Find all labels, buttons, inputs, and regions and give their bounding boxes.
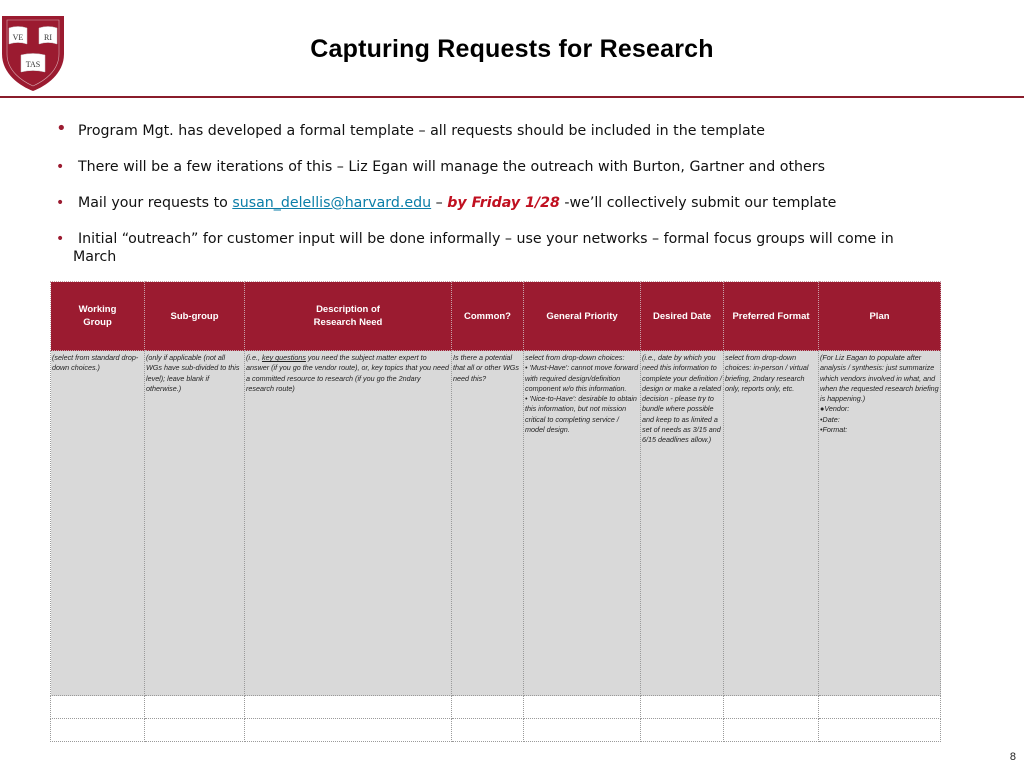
priority-intro: select from drop-down choices: bbox=[525, 353, 625, 362]
table-cell bbox=[51, 696, 145, 719]
request-template-table bbox=[50, 281, 941, 742]
cell-common: Is there a potential that all or other WGs need this? bbox=[452, 351, 524, 696]
bullet-text: There will be a few iterations of this – Liz Egan will manage the outreach with Burton, Gartner and others bbox=[78, 159, 825, 175]
description-key: key questions bbox=[261, 353, 306, 362]
table-cell bbox=[524, 719, 641, 742]
logo-text-ri: RI bbox=[44, 33, 52, 42]
bullet-item bbox=[56, 158, 936, 176]
table-cell bbox=[245, 719, 452, 742]
bullet-icon: • bbox=[56, 195, 65, 211]
cell-sub-group: (only if applicable (not all WGs have sub-divided to this level); leave blank if otherwise.) bbox=[145, 351, 245, 696]
header-plan: Plan bbox=[819, 282, 941, 351]
table-cell bbox=[524, 696, 641, 719]
table-cell bbox=[819, 696, 941, 719]
deadline-text: by Friday 1/28 bbox=[447, 195, 560, 211]
cell-working-group: (select from standard drop-down choices.) bbox=[51, 351, 145, 696]
table-cell bbox=[245, 696, 452, 719]
priority-nice-to-have: • 'Nice-to-Have': desirable to obtain this information, but not mission critical to completing service / model design. bbox=[525, 394, 637, 435]
table-cell bbox=[51, 719, 145, 742]
table-cell bbox=[724, 696, 819, 719]
plan-format: •Format: bbox=[820, 425, 848, 435]
bullet-suffix: -we’ll collectively submit our template bbox=[559, 195, 837, 211]
bullet-item bbox=[56, 230, 936, 266]
cell-description bbox=[245, 351, 452, 696]
header-common: Common? bbox=[452, 282, 524, 351]
header-working-group bbox=[51, 282, 145, 351]
slide-title: Capturing Requests for Research bbox=[310, 35, 714, 63]
cell-desired-date: (i.e., date by which you need this information to complete your definition / design or make a related decision - please try to bundle where possible and keep to as limited a set of needs as 3/15 and 6/15 deadlines allow.) bbox=[641, 351, 724, 696]
table-row bbox=[51, 719, 941, 742]
bullet-text: Initial “outreach” for customer input will be done informally – use your networks – formal focus groups will come in March bbox=[73, 231, 894, 265]
bullet-text: Program Mgt. has developed a formal template – all requests should be included in the template bbox=[78, 123, 765, 139]
cell-plan bbox=[819, 351, 941, 696]
table-cell bbox=[819, 719, 941, 742]
table-cell bbox=[452, 719, 524, 742]
bullet-text-mail bbox=[56, 194, 936, 212]
plan-vendor: ●Vendor: bbox=[820, 404, 850, 414]
bullet-icon: • bbox=[56, 231, 65, 247]
header-description bbox=[245, 282, 452, 351]
table-cell bbox=[145, 719, 245, 742]
table-header-row bbox=[51, 282, 941, 351]
header-sub-group: Sub-group bbox=[145, 282, 245, 351]
bullet-prefix: Mail your requests to bbox=[78, 195, 233, 211]
bullet-item bbox=[56, 118, 936, 140]
priority-must-have: • 'Must-Have': cannot move forward with required design/definition component w/o this information. bbox=[525, 363, 639, 393]
bullet-icon: • bbox=[56, 118, 67, 139]
description-post: you need the subject matter expert to answer (if you go the vendor route), or, key topics that you need a committed resource to research (if you go the 2ndary research route) bbox=[246, 353, 449, 393]
title-divider bbox=[0, 96, 1024, 98]
logo-text-tas: TAS bbox=[25, 60, 41, 69]
header-working-group-label: Working Group bbox=[78, 304, 117, 328]
bullet-item bbox=[56, 194, 936, 212]
plan-intro: (For Liz Eagan to populate after analysis / synthesis: just summarize which vendors involved in what, and when the requested research briefing is happening.) bbox=[820, 353, 939, 404]
table-cell bbox=[145, 696, 245, 719]
plan-date: •Date: bbox=[820, 414, 840, 424]
table-cell bbox=[724, 719, 819, 742]
cell-preferred-format: select from drop-down choices: in-person / virtual briefing, 2ndary research only, reports only, etc. bbox=[724, 351, 819, 696]
email-link[interactable]: susan_delellis@harvard.edu bbox=[232, 195, 432, 211]
bullet-icon: • bbox=[56, 159, 65, 175]
header-desired-date: Desired Date bbox=[641, 282, 724, 351]
table-cell bbox=[641, 696, 724, 719]
header-preferred-format: Preferred Format bbox=[724, 282, 819, 351]
table-cell bbox=[452, 696, 524, 719]
bullet-dash: – bbox=[431, 195, 448, 211]
table-row bbox=[51, 696, 941, 719]
page-number: 8 bbox=[1009, 751, 1016, 763]
logo-text-ve: VE bbox=[12, 33, 24, 42]
cell-general-priority bbox=[524, 351, 641, 696]
header-general-priority: General Priority bbox=[524, 282, 641, 351]
table-row bbox=[51, 351, 941, 696]
description-pre: (i.e., bbox=[246, 353, 262, 362]
header-description-label: Description of Research Need bbox=[313, 304, 383, 328]
table-cell bbox=[641, 719, 724, 742]
